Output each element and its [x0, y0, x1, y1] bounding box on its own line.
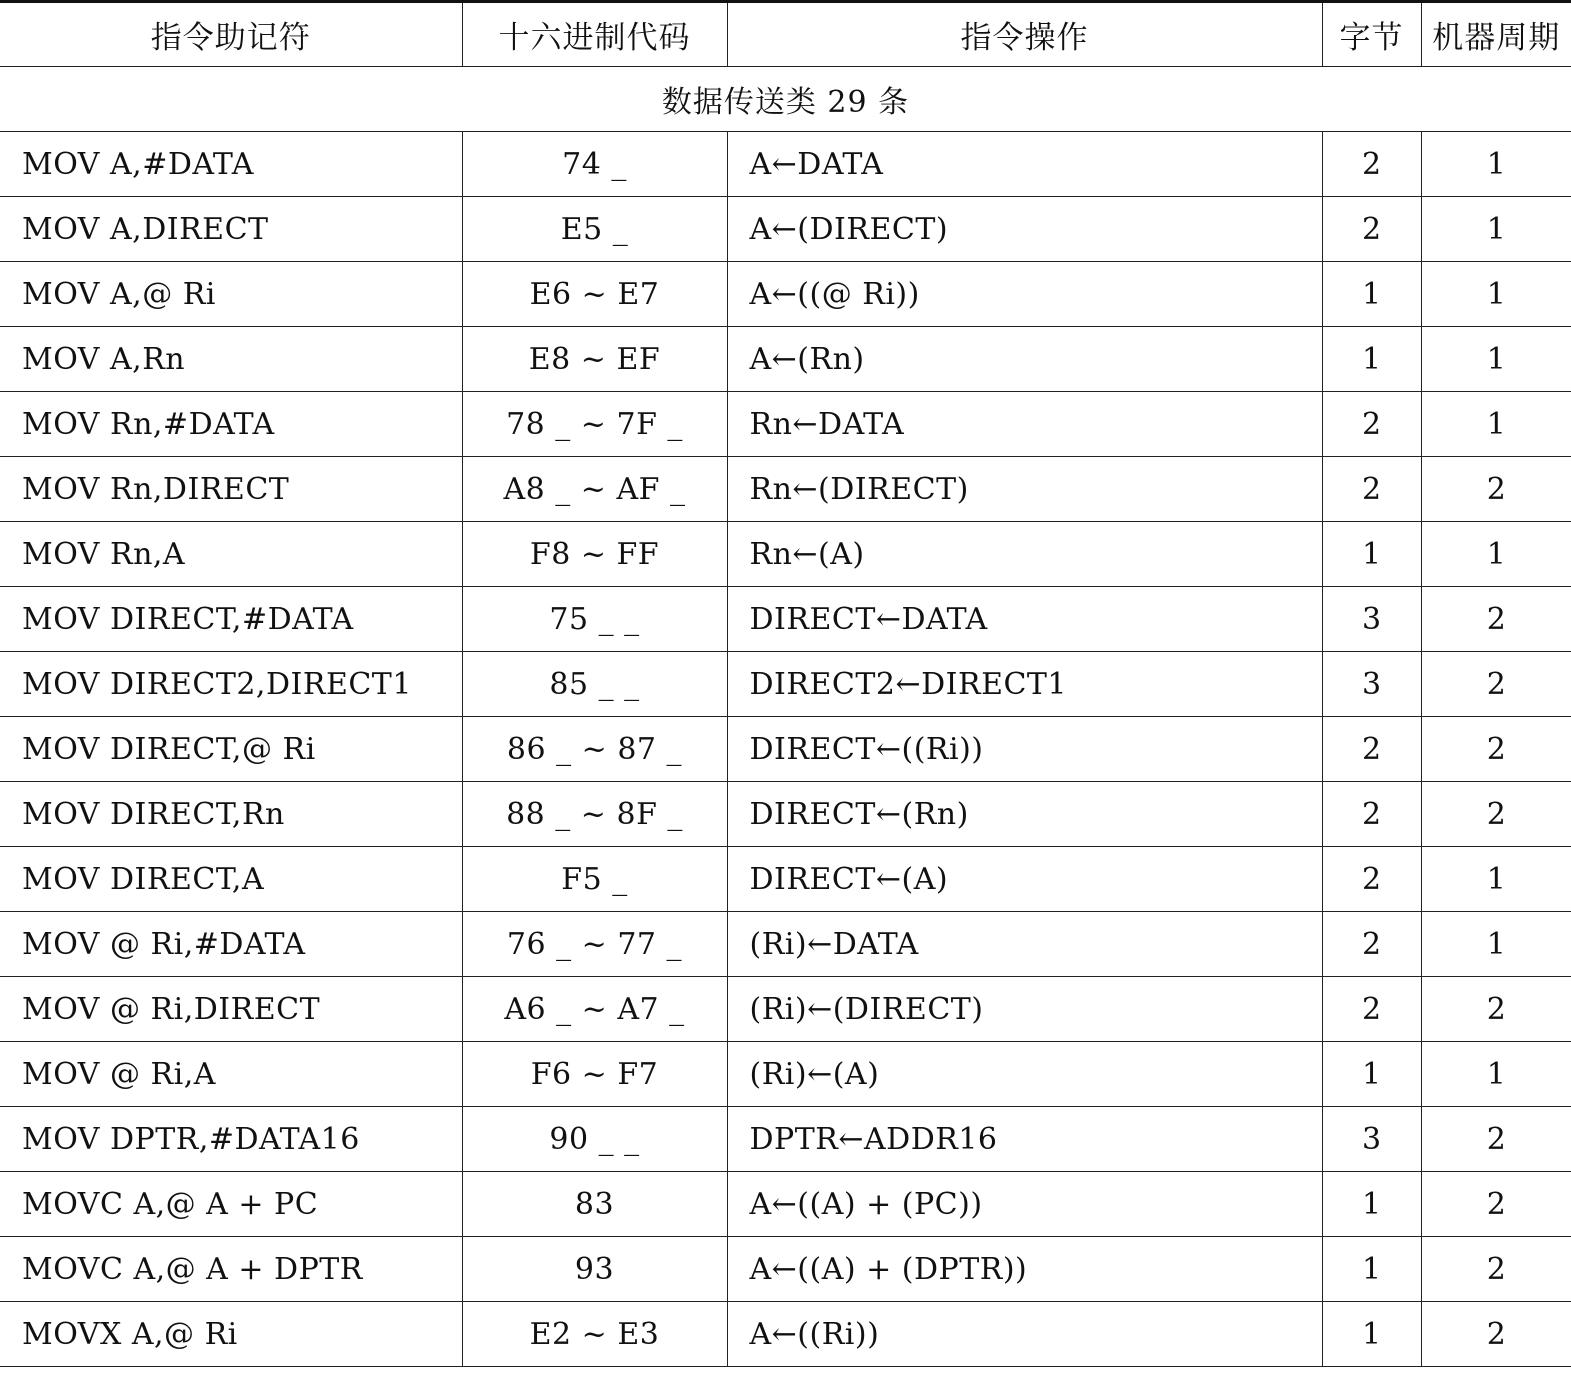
cell-cycles: 2 [1421, 587, 1571, 652]
cell-bytes: 1 [1322, 1172, 1421, 1237]
header-hex-code: 十六进制代码 [462, 2, 727, 67]
cell-hex-code: 85 _ _ [462, 652, 727, 717]
cell-bytes: 2 [1322, 912, 1421, 977]
table-row [0, 782, 1571, 847]
cell-bytes: 1 [1322, 1237, 1421, 1302]
cell-mnemonic: MOV A,Rn [0, 327, 462, 392]
cell-mnemonic: MOV DIRECT,A [0, 847, 462, 912]
table-row [0, 1237, 1571, 1302]
cell-hex-code: F6 ~ F7 [462, 1042, 727, 1107]
cell-cycles: 1 [1421, 197, 1571, 262]
cell-bytes: 1 [1322, 1042, 1421, 1107]
cell-operation: (Ri)←(DIRECT) [727, 977, 1322, 1042]
cell-operation: DPTR←ADDR16 [727, 1107, 1322, 1172]
cell-bytes: 3 [1322, 587, 1421, 652]
cell-operation: DIRECT←(Rn) [727, 782, 1322, 847]
cell-mnemonic: MOV Rn,#DATA [0, 392, 462, 457]
cell-operation: A←((A) + (PC)) [727, 1172, 1322, 1237]
cell-operation: DIRECT←DATA [727, 587, 1322, 652]
cell-cycles: 1 [1421, 262, 1571, 327]
table-body [0, 67, 1571, 1367]
cell-bytes: 2 [1322, 457, 1421, 522]
cell-cycles: 1 [1421, 327, 1571, 392]
header-cycles: 机器周期 [1421, 2, 1571, 67]
cell-hex-code: 88 _ ~ 8F _ [462, 782, 727, 847]
cell-bytes: 1 [1322, 1302, 1421, 1367]
header-bytes: 字节 [1322, 2, 1421, 67]
cell-operation: (Ri)←DATA [727, 912, 1322, 977]
cell-hex-code: E2 ~ E3 [462, 1302, 727, 1367]
table-row [0, 912, 1571, 977]
cell-cycles: 1 [1421, 912, 1571, 977]
cell-hex-code: 90 _ _ [462, 1107, 727, 1172]
cell-bytes: 2 [1322, 847, 1421, 912]
cell-mnemonic: MOV DIRECT,Rn [0, 782, 462, 847]
cell-operation: DIRECT←(A) [727, 847, 1322, 912]
cell-cycles: 1 [1421, 522, 1571, 587]
cell-hex-code: 76 _ ~ 77 _ [462, 912, 727, 977]
cell-hex-code: 75 _ _ [462, 587, 727, 652]
cell-bytes: 3 [1322, 1107, 1421, 1172]
cell-cycles: 2 [1421, 717, 1571, 782]
cell-cycles: 2 [1421, 1237, 1571, 1302]
table-row [0, 977, 1571, 1042]
table-row [0, 587, 1571, 652]
cell-mnemonic: MOV @ Ri,#DATA [0, 912, 462, 977]
cell-mnemonic: MOV A,@ Ri [0, 262, 462, 327]
cell-cycles: 1 [1421, 847, 1571, 912]
cell-hex-code: E5 _ [462, 197, 727, 262]
cell-bytes: 1 [1322, 262, 1421, 327]
table-row [0, 652, 1571, 717]
cell-mnemonic: MOV @ Ri,DIRECT [0, 977, 462, 1042]
cell-mnemonic: MOVC A,@ A + DPTR [0, 1237, 462, 1302]
table-row [0, 847, 1571, 912]
cell-bytes: 1 [1322, 327, 1421, 392]
cell-operation: A←((@ Ri)) [727, 262, 1322, 327]
header-row [0, 2, 1571, 67]
cell-cycles: 2 [1421, 457, 1571, 522]
cell-bytes: 2 [1322, 392, 1421, 457]
cell-hex-code: 74 _ [462, 132, 727, 197]
cell-mnemonic: MOVC A,@ A + PC [0, 1172, 462, 1237]
cell-cycles: 2 [1421, 782, 1571, 847]
cell-mnemonic: MOV DPTR,#DATA16 [0, 1107, 462, 1172]
cell-operation: DIRECT←((Ri)) [727, 717, 1322, 782]
cell-operation: A←((A) + (DPTR)) [727, 1237, 1322, 1302]
cell-bytes: 2 [1322, 132, 1421, 197]
table-row [0, 1107, 1571, 1172]
cell-cycles: 1 [1421, 132, 1571, 197]
cell-mnemonic: MOV A,#DATA [0, 132, 462, 197]
cell-cycles: 1 [1421, 392, 1571, 457]
header-operation: 指令操作 [727, 2, 1322, 67]
cell-cycles: 2 [1421, 1107, 1571, 1172]
cell-bytes: 3 [1322, 652, 1421, 717]
section-row [0, 67, 1571, 132]
cell-hex-code: E8 ~ EF [462, 327, 727, 392]
table-row [0, 327, 1571, 392]
cell-cycles: 2 [1421, 977, 1571, 1042]
table-row [0, 1042, 1571, 1107]
cell-hex-code: A6 _ ~ A7 _ [462, 977, 727, 1042]
cell-hex-code: 93 [462, 1237, 727, 1302]
cell-operation: A←(Rn) [727, 327, 1322, 392]
cell-bytes: 1 [1322, 522, 1421, 587]
cell-mnemonic: MOV Rn,A [0, 522, 462, 587]
table-row [0, 132, 1571, 197]
cell-mnemonic: MOV Rn,DIRECT [0, 457, 462, 522]
table-row [0, 717, 1571, 782]
table-row [0, 457, 1571, 522]
cell-operation: A←DATA [727, 132, 1322, 197]
cell-hex-code: 86 _ ~ 87 _ [462, 717, 727, 782]
header-mnemonic: 指令助记符 [0, 2, 462, 67]
section-title: 数据传送类 29 条 [0, 67, 1571, 132]
cell-operation: A←((Ri)) [727, 1302, 1322, 1367]
cell-operation: (Ri)←(A) [727, 1042, 1322, 1107]
cell-mnemonic: MOVX A,@ Ri [0, 1302, 462, 1367]
cell-mnemonic: MOV DIRECT2,DIRECT1 [0, 652, 462, 717]
cell-mnemonic: MOV @ Ri,A [0, 1042, 462, 1107]
cell-hex-code: A8 _ ~ AF _ [462, 457, 727, 522]
cell-operation: Rn←(DIRECT) [727, 457, 1322, 522]
cell-hex-code: F8 ~ FF [462, 522, 727, 587]
cell-cycles: 1 [1421, 1042, 1571, 1107]
cell-bytes: 2 [1322, 782, 1421, 847]
cell-hex-code: E6 ~ E7 [462, 262, 727, 327]
cell-cycles: 2 [1421, 652, 1571, 717]
cell-bytes: 2 [1322, 977, 1421, 1042]
table-row [0, 1302, 1571, 1367]
table-row [0, 522, 1571, 587]
cell-hex-code: 78 _ ~ 7F _ [462, 392, 727, 457]
table-row [0, 392, 1571, 457]
cell-cycles: 2 [1421, 1172, 1571, 1237]
cell-mnemonic: MOV DIRECT,#DATA [0, 587, 462, 652]
cell-mnemonic: MOV A,DIRECT [0, 197, 462, 262]
cell-hex-code: F5 _ [462, 847, 727, 912]
cell-bytes: 2 [1322, 717, 1421, 782]
cell-operation: Rn←(A) [727, 522, 1322, 587]
cell-operation: DIRECT2←DIRECT1 [727, 652, 1322, 717]
table-header [0, 2, 1571, 67]
table-row [0, 197, 1571, 262]
cell-cycles: 2 [1421, 1302, 1571, 1367]
cell-operation: A←(DIRECT) [727, 197, 1322, 262]
cell-mnemonic: MOV DIRECT,@ Ri [0, 717, 462, 782]
table-row [0, 262, 1571, 327]
cell-hex-code: 83 [462, 1172, 727, 1237]
table-row [0, 1172, 1571, 1237]
cell-bytes: 2 [1322, 197, 1421, 262]
cell-operation: Rn←DATA [727, 392, 1322, 457]
